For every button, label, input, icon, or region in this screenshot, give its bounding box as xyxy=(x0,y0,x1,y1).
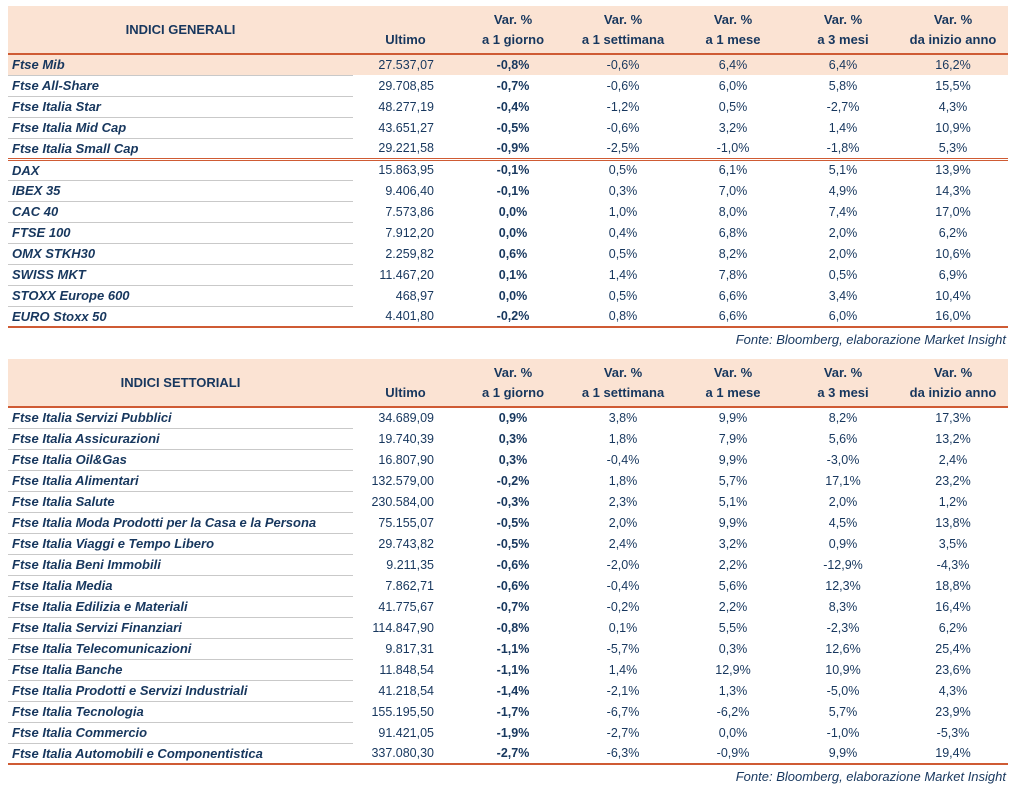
var-1d-value: -0,2% xyxy=(458,306,568,327)
var-1d-value: -1,7% xyxy=(496,704,530,719)
var-3m-value: -1,0% xyxy=(826,725,860,740)
var-1w-value: -0,6% xyxy=(568,54,678,75)
ultimo-value: 7.862,71 xyxy=(385,578,434,593)
ultimo-value: 29.221,58 xyxy=(353,138,458,159)
table-row xyxy=(8,264,1008,285)
index-name: Ftse Italia Servizi Pubblici xyxy=(8,407,353,428)
var-1d-value: 0,1% xyxy=(498,267,528,282)
header-line: Var. % xyxy=(493,365,533,380)
header-line: Var. % xyxy=(823,365,863,380)
var-3m-value: -1,8% xyxy=(788,138,898,159)
var-1d-value: -0,1% xyxy=(496,183,530,198)
source-note: Fonte: Bloomberg, elaborazione Market Insight xyxy=(735,332,1006,347)
var-1w-value: 1,4% xyxy=(608,267,638,282)
var-ytd-value: 5,3% xyxy=(898,138,1008,159)
index-name: Ftse Italia Oil&Gas xyxy=(8,449,353,470)
var-1d-value: -0,8% xyxy=(458,54,568,75)
var-1m-value: 0,0% xyxy=(718,725,748,740)
ultimo-value: 4.401,80 xyxy=(353,306,458,327)
var-3m-value: 4,9% xyxy=(828,183,858,198)
var-1d-value: 0,3% xyxy=(498,452,528,467)
var-1w-value: -0,6% xyxy=(606,78,640,93)
var-1m-value: -0,9% xyxy=(678,743,788,764)
general-indices-body xyxy=(8,54,1008,327)
var-ytd-value: -5,3% xyxy=(936,725,970,740)
header-line: Var. % xyxy=(603,12,643,27)
index-name: Ftse Italia Telecomunicazioni xyxy=(8,638,353,659)
var-1d-value: -1,4% xyxy=(496,683,530,698)
var-1w-value: 0,3% xyxy=(608,183,638,198)
ultimo-value: 9.406,40 xyxy=(385,183,434,198)
ultimo-value: 7.912,20 xyxy=(385,225,434,240)
var-1w-value: -0,6% xyxy=(606,120,640,135)
index-name: Ftse Mib xyxy=(8,54,353,75)
table-header-row xyxy=(8,359,1008,407)
ultimo-value: 41.775,67 xyxy=(378,599,434,614)
col-header-var-1d xyxy=(458,359,568,407)
var-3m-value: -2,7% xyxy=(826,99,860,114)
ultimo-value: 155.195,50 xyxy=(371,704,434,719)
ultimo-value: 29.708,85 xyxy=(378,78,434,93)
index-name: Ftse Italia Commercio xyxy=(8,722,353,743)
var-ytd-value: 6,9% xyxy=(938,267,968,282)
var-1d-value: 0,0% xyxy=(498,288,528,303)
col-header-var-3m xyxy=(788,6,898,54)
var-1w-value: 0,1% xyxy=(608,620,638,635)
index-name: Ftse Italia Salute xyxy=(8,491,353,512)
var-1w-value: 1,8% xyxy=(608,431,638,446)
var-1d-value: -0,5% xyxy=(496,536,530,551)
table-row xyxy=(8,117,1008,138)
ultimo-value: 16.807,90 xyxy=(378,452,434,467)
col-header-var-1m xyxy=(678,6,788,54)
header-line: Var. % xyxy=(713,12,753,27)
var-1w-value: 1,8% xyxy=(608,473,638,488)
var-1m-value: 6,6% xyxy=(678,306,788,327)
index-name: Ftse Italia Alimentari xyxy=(8,470,353,491)
var-1m-value: 2,2% xyxy=(718,557,748,572)
var-3m-value: 8,3% xyxy=(828,599,858,614)
var-ytd-value: 14,3% xyxy=(935,183,971,198)
var-1d-value: 0,3% xyxy=(498,431,528,446)
index-name: DAX xyxy=(8,159,353,180)
var-ytd-value: 16,2% xyxy=(898,54,1008,75)
var-3m-value: 5,1% xyxy=(828,163,858,178)
var-1d-value: -0,6% xyxy=(496,578,530,593)
var-1w-value: -2,5% xyxy=(568,138,678,159)
var-1m-value: 1,3% xyxy=(718,683,748,698)
var-1w-value: 0,5% xyxy=(608,288,638,303)
ultimo-value: 9.817,31 xyxy=(385,641,434,656)
var-3m-value: 8,2% xyxy=(828,411,858,425)
var-1m-value: 6,6% xyxy=(718,288,748,303)
col-header-var-ytd xyxy=(898,359,1008,407)
table-row xyxy=(8,701,1008,722)
ultimo-value: 9.211,35 xyxy=(386,557,434,572)
var-1w-value: 0,4% xyxy=(608,225,638,240)
var-1w-value: -0,4% xyxy=(606,578,640,593)
table-row xyxy=(8,638,1008,659)
table-title: INDICI GENERALI xyxy=(8,6,353,54)
table-row xyxy=(8,533,1008,554)
var-1m-value: 5,7% xyxy=(718,473,748,488)
var-ytd-value: 10,4% xyxy=(935,288,971,303)
var-3m-value: 17,1% xyxy=(825,473,861,488)
ultimo-value: 34.689,09 xyxy=(378,411,434,425)
table-row xyxy=(8,306,1008,327)
var-1m-value: 5,1% xyxy=(718,494,748,509)
header-line: a 1 giorno xyxy=(481,31,545,47)
header-line: Var. % xyxy=(823,12,863,27)
table-row xyxy=(8,180,1008,201)
var-1d-value: -0,6% xyxy=(496,557,530,572)
index-name: FTSE 100 xyxy=(8,222,353,243)
table-row xyxy=(8,554,1008,575)
var-1m-value: 3,2% xyxy=(718,120,748,135)
var-ytd-value: 6,2% xyxy=(938,620,968,635)
var-1m-value: 9,9% xyxy=(718,515,748,530)
var-1w-value: -1,2% xyxy=(606,99,640,114)
table-row xyxy=(8,428,1008,449)
var-3m-value: 0,9% xyxy=(828,536,858,551)
var-1d-value: -2,7% xyxy=(458,743,568,764)
var-ytd-value: 4,3% xyxy=(938,683,968,698)
var-1d-value: -0,3% xyxy=(496,494,530,509)
var-3m-value: 2,0% xyxy=(828,225,858,240)
var-3m-value: 5,7% xyxy=(828,704,858,719)
var-1m-value: 7,0% xyxy=(718,183,748,198)
var-3m-value: 6,4% xyxy=(788,54,898,75)
var-3m-value: -12,9% xyxy=(823,557,863,572)
header-line: da inizio anno xyxy=(909,384,997,400)
ultimo-value: 114.847,90 xyxy=(372,620,434,635)
ultimo-value: 27.537,07 xyxy=(353,54,458,75)
ultimo-value: 132.579,00 xyxy=(371,473,434,488)
col-header-ultimo: Ultimo xyxy=(353,359,458,407)
ultimo-value: 2.259,82 xyxy=(385,246,434,261)
ultimo-value: 11.467,20 xyxy=(379,267,434,282)
var-3m-value: -3,0% xyxy=(826,452,860,467)
index-name: CAC 40 xyxy=(8,201,353,222)
table-title: INDICI SETTORIALI xyxy=(8,359,353,407)
var-1m-value: 9,9% xyxy=(718,411,748,425)
table-row xyxy=(8,743,1008,764)
var-1d-value: -1,1% xyxy=(496,662,530,677)
ultimo-value: 230.584,00 xyxy=(371,494,434,509)
var-1w-value: -2,0% xyxy=(606,557,640,572)
ultimo-value: 48.277,19 xyxy=(378,99,434,114)
var-1w-value: -6,3% xyxy=(568,743,678,764)
var-1m-value: 7,9% xyxy=(718,431,748,446)
var-1w-value: -5,7% xyxy=(606,641,640,656)
var-1w-value: 0,5% xyxy=(608,163,638,178)
var-ytd-value: 17,0% xyxy=(935,204,971,219)
var-3m-value: 2,0% xyxy=(828,494,858,509)
var-1w-value: -0,4% xyxy=(606,452,640,467)
var-1d-value: 0,6% xyxy=(498,246,528,261)
index-name: OMX STKH30 xyxy=(8,243,353,264)
header-line: a 3 mesi xyxy=(817,31,869,47)
var-3m-value: 5,6% xyxy=(828,431,858,446)
var-3m-value: 2,0% xyxy=(828,246,858,261)
table-row xyxy=(8,449,1008,470)
col-header-var-1d xyxy=(458,6,568,54)
var-1m-value: -1,0% xyxy=(678,138,788,159)
table-header-row xyxy=(8,6,1008,54)
var-3m-value: -2,3% xyxy=(826,620,860,635)
var-3m-value: 10,9% xyxy=(825,662,861,677)
var-1m-value: 7,8% xyxy=(718,267,748,282)
index-name: IBEX 35 xyxy=(8,180,353,201)
col-header-var-1w xyxy=(568,359,678,407)
index-name: Ftse Italia Viaggi e Tempo Libero xyxy=(8,533,353,554)
table-row xyxy=(8,222,1008,243)
table-row xyxy=(8,159,1008,180)
table-row xyxy=(8,659,1008,680)
table-row xyxy=(8,470,1008,491)
table-row xyxy=(8,407,1008,428)
var-ytd-value: -4,3% xyxy=(936,557,970,572)
var-3m-value: 1,4% xyxy=(828,120,858,135)
var-ytd-value: 4,3% xyxy=(938,99,968,114)
index-name: Ftse Italia Mid Cap xyxy=(8,117,353,138)
var-3m-value: 3,4% xyxy=(828,288,858,303)
table-row xyxy=(8,680,1008,701)
ultimo-value: 19.740,39 xyxy=(378,431,434,446)
ultimo-value: 15.863,95 xyxy=(378,163,434,178)
var-1d-value: -0,4% xyxy=(496,99,530,114)
var-1d-value: 0,0% xyxy=(498,225,528,240)
var-ytd-value: 18,8% xyxy=(935,578,971,593)
var-1w-value: 1,0% xyxy=(608,204,638,219)
var-1m-value: 6,0% xyxy=(718,78,748,93)
var-1d-value: -0,7% xyxy=(496,78,530,93)
ultimo-value: 7.573,86 xyxy=(385,204,434,219)
ultimo-value: 337.080,30 xyxy=(353,743,458,764)
var-1d-value: -0,8% xyxy=(496,620,530,635)
ultimo-value: 29.743,82 xyxy=(378,536,434,551)
header-line: a 1 settimana xyxy=(581,384,665,400)
var-3m-value: 6,0% xyxy=(788,306,898,327)
table-row xyxy=(8,575,1008,596)
var-1w-value: -2,7% xyxy=(606,725,640,740)
var-1w-value: -6,7% xyxy=(606,704,640,719)
table-row xyxy=(8,722,1008,743)
var-1m-value: 5,6% xyxy=(718,578,748,593)
var-1w-value: -0,2% xyxy=(606,599,640,614)
var-ytd-value: 17,3% xyxy=(935,411,971,425)
var-1w-value: -2,1% xyxy=(606,683,640,698)
var-1m-value: 6,1% xyxy=(718,163,748,178)
col-header-ultimo: Ultimo xyxy=(353,6,458,54)
var-ytd-value: 23,6% xyxy=(935,662,971,677)
index-name: Ftse All-Share xyxy=(8,75,353,96)
table-row xyxy=(8,75,1008,96)
var-1w-value: 0,5% xyxy=(608,246,638,261)
index-name: STOXX Europe 600 xyxy=(8,285,353,306)
table-row xyxy=(8,243,1008,264)
index-name: Ftse Italia Moda Prodotti per la Casa e la Persona xyxy=(8,512,353,533)
table-row xyxy=(8,596,1008,617)
var-1m-value: -6,2% xyxy=(716,704,750,719)
var-ytd-value: 19,4% xyxy=(898,743,1008,764)
table-row xyxy=(8,54,1008,75)
var-ytd-value: 2,4% xyxy=(938,452,968,467)
ultimo-value: 11.848,54 xyxy=(379,662,434,677)
table-row xyxy=(8,285,1008,306)
var-ytd-value: 1,2% xyxy=(938,494,968,509)
index-name: Ftse Italia Automobili e Componentistica xyxy=(8,743,353,764)
var-ytd-value: 10,6% xyxy=(935,246,971,261)
var-ytd-value: 23,9% xyxy=(935,704,971,719)
var-3m-value: 12,3% xyxy=(825,578,861,593)
var-ytd-value: 13,2% xyxy=(935,431,971,446)
ultimo-value: 43.651,27 xyxy=(378,120,434,135)
index-name: Ftse Italia Tecnologia xyxy=(8,701,353,722)
var-ytd-value: 16,0% xyxy=(898,306,1008,327)
var-3m-value: 5,8% xyxy=(828,78,858,93)
var-1d-value: -1,1% xyxy=(496,641,530,656)
var-1d-value: -0,5% xyxy=(496,120,530,135)
col-header-var-ytd xyxy=(898,6,1008,54)
var-1d-value: 0,9% xyxy=(498,411,528,425)
var-3m-value: -5,0% xyxy=(826,683,860,698)
sector-indices-body xyxy=(8,407,1008,764)
var-3m-value: 7,4% xyxy=(828,204,858,219)
var-1d-value: -0,2% xyxy=(496,473,530,488)
header-line: a 1 mese xyxy=(705,31,761,47)
header-line: a 1 settimana xyxy=(581,31,665,47)
ultimo-value: 91.421,05 xyxy=(378,725,434,740)
var-3m-value: 0,5% xyxy=(828,267,858,282)
var-ytd-value: 3,5% xyxy=(938,536,968,551)
var-3m-value: 9,9% xyxy=(788,743,898,764)
var-1w-value: 2,0% xyxy=(608,515,638,530)
var-ytd-value: 23,2% xyxy=(935,473,971,488)
index-name: Ftse Italia Edilizia e Materiali xyxy=(8,596,353,617)
table-row xyxy=(8,617,1008,638)
var-ytd-value: 13,9% xyxy=(935,163,971,178)
index-name: Ftse Italia Prodotti e Servizi Industriali xyxy=(8,680,353,701)
var-1m-value: 2,2% xyxy=(718,599,748,614)
var-3m-value: 12,6% xyxy=(825,641,861,656)
ultimo-value: 41.218,54 xyxy=(378,683,434,698)
index-name: Ftse Italia Servizi Finanziari xyxy=(8,617,353,638)
col-header-var-1m xyxy=(678,359,788,407)
header-line: Var. % xyxy=(933,365,973,380)
var-1d-value: -0,9% xyxy=(458,138,568,159)
var-ytd-value: 13,8% xyxy=(935,515,971,530)
table-row xyxy=(8,491,1008,512)
header-line: Var. % xyxy=(933,12,973,27)
var-1w-value: 2,3% xyxy=(608,494,638,509)
sector-indices-table xyxy=(8,359,1008,765)
index-name: Ftse Italia Assicurazioni xyxy=(8,428,353,449)
header-line: Var. % xyxy=(493,12,533,27)
table-row xyxy=(8,201,1008,222)
header-line: Var. % xyxy=(603,365,643,380)
header-line: a 1 giorno xyxy=(481,384,545,400)
var-ytd-value: 15,5% xyxy=(935,78,971,93)
source-note: Fonte: Bloomberg, elaborazione Market Insight xyxy=(735,769,1006,784)
header-line: Var. % xyxy=(713,365,753,380)
var-1d-value: -1,9% xyxy=(496,725,530,740)
header-line: da inizio anno xyxy=(909,31,997,47)
var-1m-value: 0,5% xyxy=(718,99,748,114)
var-ytd-value: 10,9% xyxy=(935,120,971,135)
table-row xyxy=(8,138,1008,159)
var-1w-value: 1,4% xyxy=(608,662,638,677)
var-1m-value: 8,0% xyxy=(718,204,748,219)
ultimo-value: 75.155,07 xyxy=(378,515,434,530)
index-name: EURO Stoxx 50 xyxy=(8,306,353,327)
general-indices-table xyxy=(8,6,1008,328)
var-1w-value: 2,4% xyxy=(608,536,638,551)
header-line: a 1 mese xyxy=(705,384,761,400)
table-row xyxy=(8,512,1008,533)
var-ytd-value: 25,4% xyxy=(935,641,971,656)
index-name: Ftse Italia Media xyxy=(8,575,353,596)
ultimo-value: 468,97 xyxy=(395,288,434,303)
var-3m-value: 4,5% xyxy=(828,515,858,530)
var-1m-value: 0,3% xyxy=(718,641,748,656)
header-line: a 3 mesi xyxy=(817,384,869,400)
index-name: Ftse Italia Star xyxy=(8,96,353,117)
var-1m-value: 5,5% xyxy=(718,620,748,635)
var-1d-value: -0,1% xyxy=(496,163,530,178)
index-name: Ftse Italia Beni Immobili xyxy=(8,554,353,575)
var-1m-value: 6,4% xyxy=(678,54,788,75)
var-1w-value: 3,8% xyxy=(608,411,638,425)
var-1m-value: 9,9% xyxy=(718,452,748,467)
var-1m-value: 12,9% xyxy=(715,662,751,677)
index-name: SWISS MKT xyxy=(8,264,353,285)
index-name: Ftse Italia Banche xyxy=(8,659,353,680)
var-1d-value: 0,0% xyxy=(498,204,528,219)
var-ytd-value: 16,4% xyxy=(935,599,971,614)
var-1d-value: -0,7% xyxy=(496,599,530,614)
table-row xyxy=(8,96,1008,117)
var-1d-value: -0,5% xyxy=(496,515,530,530)
index-name: Ftse Italia Small Cap xyxy=(8,138,353,159)
var-1m-value: 3,2% xyxy=(718,536,748,551)
col-header-var-1w xyxy=(568,6,678,54)
var-1m-value: 6,8% xyxy=(718,225,748,240)
var-ytd-value: 6,2% xyxy=(938,225,968,240)
var-1m-value: 8,2% xyxy=(718,246,748,261)
col-header-var-3m xyxy=(788,359,898,407)
var-1w-value: 0,8% xyxy=(568,306,678,327)
